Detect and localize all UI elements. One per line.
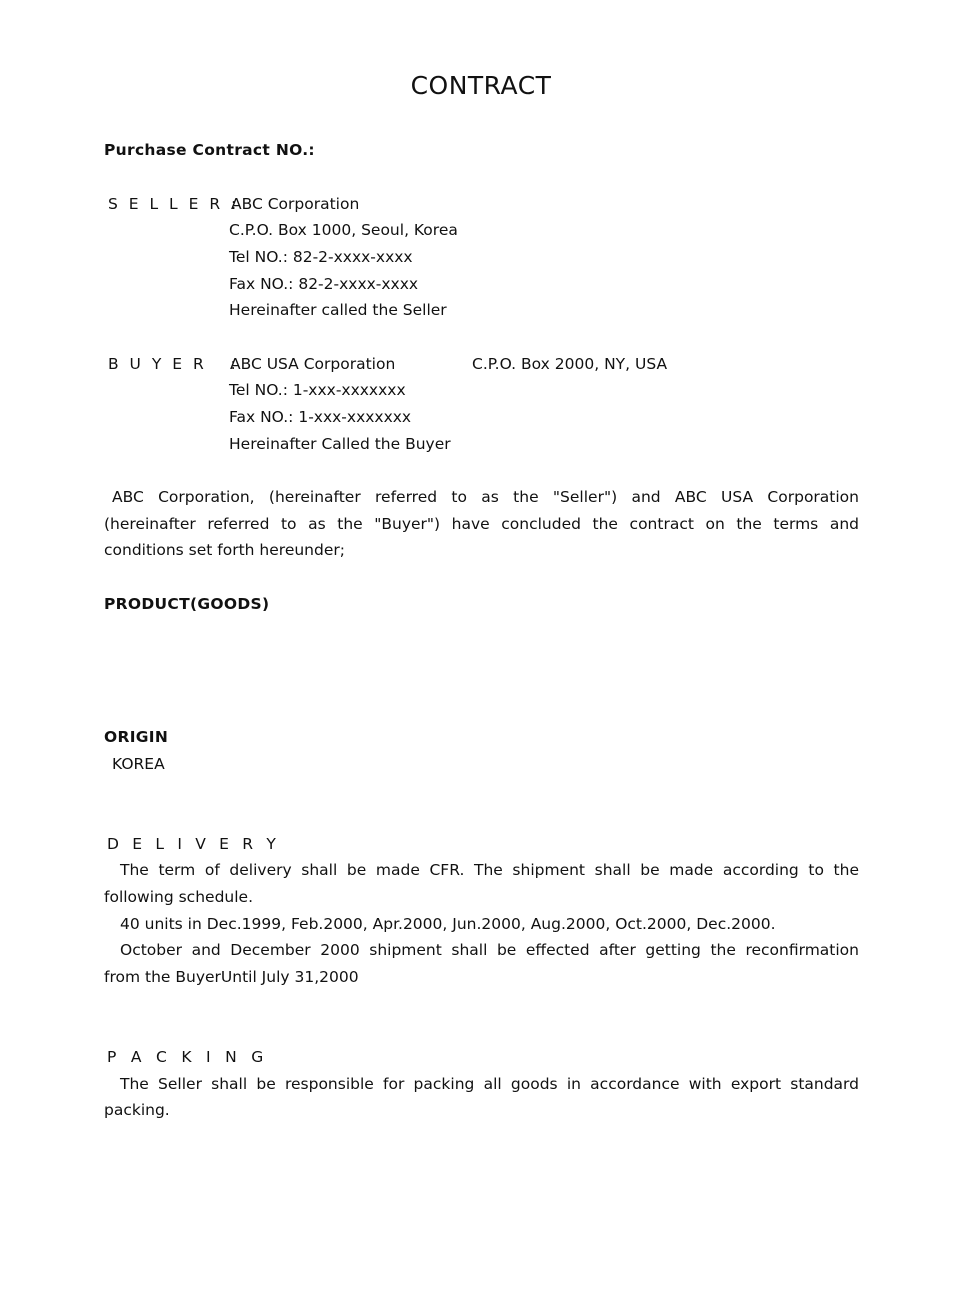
delivery-heading: D E L I V E R Y — [107, 835, 281, 853]
contract-number-label: Purchase Contract NO.: — [104, 141, 315, 159]
packing-line: The Seller shall be responsible for packing all goods in accordance with export standard — [120, 1075, 859, 1093]
seller-called: Hereinafter called the Seller — [229, 301, 447, 319]
buyer-called: Hereinafter Called the Buyer — [229, 435, 451, 453]
seller-name: ABC Corporation — [231, 195, 360, 213]
origin-heading: ORIGIN — [104, 728, 169, 746]
document-title: CONTRACT — [410, 71, 552, 100]
intro-line: conditions set forth hereunder; — [104, 541, 345, 559]
delivery-line: from the BuyerUntil July 31,2000 — [104, 968, 359, 986]
delivery-schedule: 40 units in Dec.1999, Feb.2000, Apr.2000, Jun.2000, Aug.2000, Oct.2000, Dec.2000. — [120, 915, 776, 933]
buyer-address: C.P.O. Box 2000, NY, USA — [472, 355, 668, 373]
packing-line: packing. — [104, 1101, 170, 1119]
delivery-line: October and December 2000 shipment shall be effected after getting the reconfirmation — [120, 941, 859, 959]
packing-heading: P A C K I N G — [107, 1048, 269, 1066]
intro-line: (hereinafter referred to as the "Buyer") have concluded the contract on the terms and — [104, 515, 859, 533]
seller-address: C.P.O. Box 1000, Seoul, Korea — [229, 221, 458, 239]
buyer-fax: Fax NO.: 1-xxx-xxxxxxx — [229, 408, 412, 426]
intro-line: ABC Corporation, (hereinafter referred to as the "Seller") and ABC USA Corporation — [112, 488, 859, 506]
product-heading: PRODUCT(GOODS) — [104, 595, 270, 613]
seller-label: S E L L E R : — [108, 195, 240, 213]
buyer-label: B U Y E R : — [108, 355, 239, 373]
delivery-line: following schedule. — [104, 888, 253, 906]
buyer-name: ABC USA Corporation — [230, 355, 396, 373]
delivery-line: The term of delivery shall be made CFR. The shipment shall be made according to the — [120, 861, 859, 879]
buyer-tel: Tel NO.: 1-xxx-xxxxxxx — [229, 381, 406, 399]
seller-tel: Tel NO.: 82-2-xxxx-xxxx — [229, 248, 413, 266]
seller-fax: Fax NO.: 82-2-xxxx-xxxx — [229, 275, 419, 293]
origin-value: KOREA — [112, 755, 165, 773]
